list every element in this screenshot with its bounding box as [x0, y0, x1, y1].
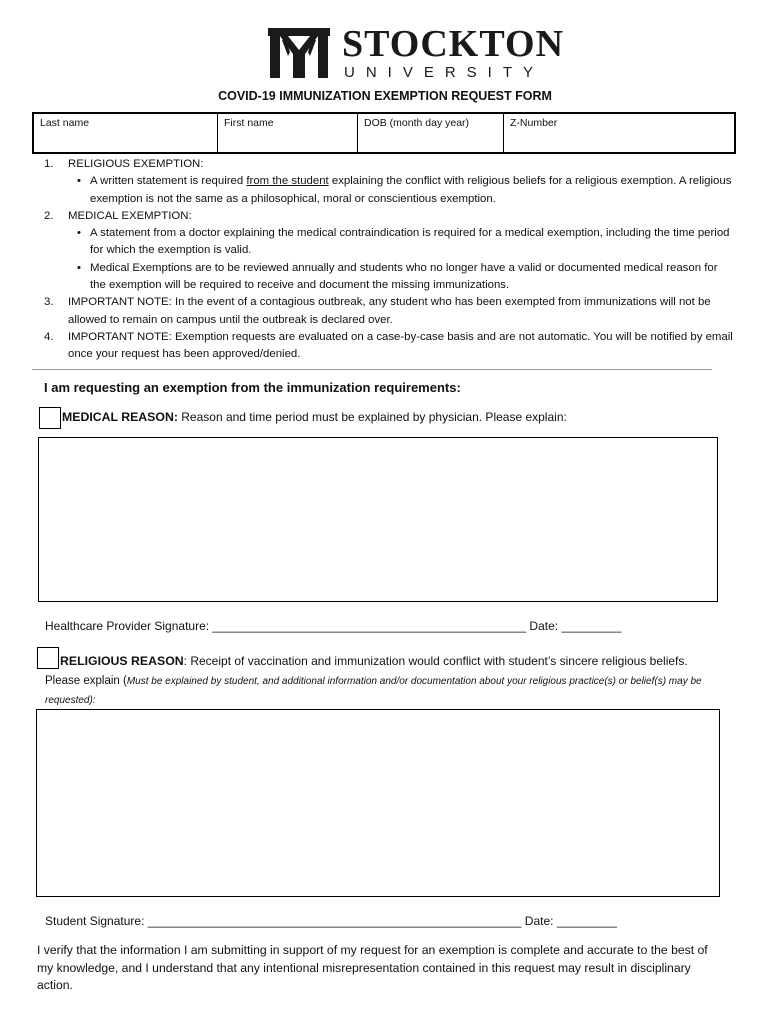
list-item: • A written statement is required from the student explaining the conflict with religious beliefs for a religious exemption. A religious exemption is not the same as a philosophical, moral or conscientious exemption. [44, 173, 734, 208]
student-info-table [32, 112, 736, 154]
z-number-label: Z-Number [510, 117, 558, 129]
stockton-logo-icon [268, 26, 330, 80]
form-title: COVID-19 IMMUNIZATION EXEMPTION REQUEST FORM [218, 89, 552, 103]
divider [32, 369, 712, 370]
logo-subtitle: UNIVERSITY [344, 64, 545, 81]
list-item: • A statement from a doctor explaining the medical contraindication is required for a medical exemption, including the time period for which the exemption is valid. [44, 225, 734, 260]
last-name-label: Last name [40, 117, 90, 129]
logo-wordmark: STOCKTON [342, 23, 565, 65]
dob-label: DOB (month day year) [364, 117, 470, 129]
list-item: 1. RELIGIOUS EXEMPTION: [44, 156, 734, 173]
medical-exemption-heading: MEDICAL EXEMPTION: [68, 209, 192, 222]
z-number-field[interactable] [504, 114, 734, 152]
outbreak-note: IMPORTANT NOTE: In the event of a contagious outbreak, any student who has been exempted from immunizations will not be allowed to remain on campus until the outbreak is declared over. [68, 296, 711, 326]
requesting-heading: I am requesting an exemption from the immunization requirements: [44, 380, 461, 395]
religious-reason-checkbox[interactable] [37, 647, 59, 669]
medical-reason-checkbox[interactable] [39, 407, 61, 429]
verification-statement: I verify that the information I am submitting in support of my request for an exemption is complete and accurate to the best of my knowledge, and I understand that any intentional misrepresentation contained in this request may result in disciplinary action. [37, 943, 708, 992]
last-name-field[interactable] [34, 114, 218, 152]
list-item: 3. IMPORTANT NOTE: In the event of a contagious outbreak, any student who has been exempted from immunizations will not be allowed to remain on campus until the outbreak is declared over. [44, 294, 734, 329]
medical-reason-line: MEDICAL REASON: Reason and time period must be explained by physician. Please explain: [62, 410, 567, 424]
religious-exemption-heading: RELIGIOUS EXEMPTION: [68, 158, 204, 170]
religious-reason-label: RELIGIOUS REASON [60, 654, 184, 668]
religious-reason-line: RELIGIOUS REASON: Receipt of vaccination and immunization would conflict with student’s sincere religious beliefs. [60, 654, 688, 668]
list-item: 4. IMPORTANT NOTE: Exemption requests are evaluated on a case-by-case basis and are not automatic. You will be notified by email once your request has been approved/denied. [44, 329, 734, 364]
evaluation-note: IMPORTANT NOTE: Exemption requests are evaluated on a case-by-case basis and are not automatic. You will be notified by email once your request has been approved/denied. [68, 330, 733, 361]
first-name-field[interactable] [218, 114, 358, 152]
dob-field[interactable] [358, 114, 504, 152]
list-item: 2. MEDICAL EXEMPTION: [44, 208, 734, 225]
bullet-icon: • [77, 175, 81, 188]
student-signature-line[interactable]: Student Signature: ________________________________________________________ Date: _________ [45, 914, 617, 928]
bullet-icon: • [77, 261, 81, 274]
list-item: • Medical Exemptions are to be reviewed annually and students who no longer have a valid or documented medical reason for the exemption will be required to receive and document the missing immunizations. [44, 260, 734, 295]
bullet-icon: • [77, 227, 81, 240]
healthcare-provider-signature-line[interactable]: Healthcare Provider Signature: _______________________________________________ Date: _________ [45, 619, 622, 633]
religious-explanation-textarea[interactable] [36, 709, 720, 897]
religious-explain-instructions: Please explain (Must be explained by student, and additional information and/or documentation about your religious practice(s) or belief(s) may be requested): [45, 675, 702, 706]
medical-explanation-textarea[interactable] [38, 437, 718, 602]
instructions-list [44, 156, 734, 364]
first-name-label: First name [224, 117, 274, 129]
medical-reason-label: MEDICAL REASON: [62, 410, 178, 424]
